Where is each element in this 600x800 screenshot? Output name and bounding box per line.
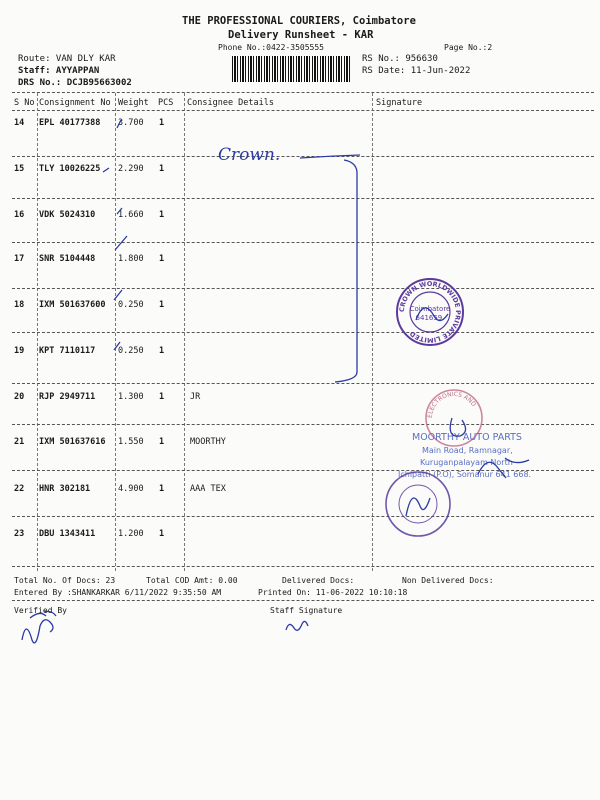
row-weight: 0.250: [118, 300, 144, 310]
phone-number: Phone No.:0422-3505555: [218, 43, 324, 52]
row-pcs: 1: [159, 210, 165, 220]
moorthy-ring-text: ELECTRONICS AND: [426, 390, 478, 419]
row-weight: 1.300: [118, 392, 144, 402]
tick-mark: [115, 236, 127, 250]
row-sno: 22: [14, 484, 25, 494]
row-sno: 15: [14, 164, 25, 174]
row-weight: 1.800: [118, 254, 144, 264]
row-pcs: 1: [159, 254, 165, 264]
crown-handwritten-note: Crown.: [218, 145, 281, 165]
row-weight: 1.200: [118, 529, 144, 539]
row-sno: 20: [14, 392, 25, 402]
entered-by: Entered By :SHANKARKAR 6/11/2022 9:35:50 AM: [14, 588, 222, 597]
tick-mark: [114, 342, 120, 350]
total-docs: Total No. Of Docs: 23: [14, 576, 116, 585]
row-pcs: 1: [159, 437, 165, 447]
row-consignment: VDK 5024310: [39, 210, 96, 220]
row-weight: 1.660: [118, 210, 144, 220]
col-header-consignee: Consignee Details: [187, 98, 274, 108]
row-sno: 23: [14, 529, 25, 539]
drs-number: DRS No.: DCJB95663002: [18, 78, 132, 88]
row-consignee: MOORTHY: [190, 437, 226, 447]
row-consignment: KPT 7110117: [39, 346, 96, 356]
stamp-ring-text: CROWN WORLDWIDE PRIVATE LIMITED: [397, 279, 463, 345]
row-consignment: HNR 302181: [39, 484, 91, 494]
staff-signature-mark: [286, 621, 308, 630]
row-weight: 0.250: [118, 346, 144, 356]
row-pcs: 1: [159, 118, 165, 128]
non-delivered-docs: Non Delivered Docs:: [402, 576, 494, 585]
verified-by-label: Verified By: [14, 606, 67, 615]
sheet-title: Delivery Runsheet - KAR: [228, 29, 374, 41]
staff-signature-label: Staff Signature: [270, 606, 343, 615]
row-consignment: IXM 501637616: [39, 437, 106, 447]
delivered-docs: Delivered Docs:: [282, 576, 355, 585]
tick-mark: [117, 208, 122, 214]
row-pcs: 1: [159, 529, 165, 539]
printed-on: Printed On: 11-06-2022 10:10:18: [258, 588, 408, 597]
route: Route: VAN DLY KAR: [18, 54, 116, 64]
page-number: Page No.:2: [444, 43, 493, 52]
col-header-signature: Signature: [376, 98, 423, 108]
total-cod: Total COD Amt: 0.00: [146, 576, 238, 585]
bracket-line: [335, 160, 357, 382]
row-sno: 18: [14, 300, 25, 310]
tick-mark: [117, 120, 121, 128]
row-sno: 14: [14, 118, 25, 128]
company-title: THE PROFESSIONAL COURIERS, Coimbatore: [182, 15, 416, 27]
row-pcs: 1: [159, 484, 165, 494]
row-consignment: RJP 2949711: [39, 392, 96, 402]
col-header-consignment: Consignment No: [39, 98, 111, 108]
row-weight: 3.700: [118, 118, 144, 128]
crown-underline: [300, 155, 360, 158]
staff-name: Staff: AYYAPPAN: [18, 66, 100, 76]
row-consignment: SNR 5104448: [39, 254, 96, 264]
row-weight: 2.290: [118, 164, 144, 174]
row-weight: 1.550: [118, 437, 144, 447]
col-header-weight: Weight: [118, 98, 149, 108]
row-pcs: 1: [159, 346, 165, 356]
row-sno: 19: [14, 346, 25, 356]
row-sno: 21: [14, 437, 25, 447]
rs-date: RS Date: 11-Jun-2022: [362, 66, 471, 76]
row-sno: 16: [14, 210, 25, 220]
tick-mark: [103, 168, 109, 172]
moorthy-stamp-line3: Ichipatti (P.O), Somanur 641 668.: [398, 470, 532, 479]
tick-mark: [114, 290, 122, 300]
row-pcs: 1: [159, 300, 165, 310]
row-consignment: DBU 1343411: [39, 529, 96, 539]
moorthy-stamp-line1: Main Road, Ramnagar,: [422, 446, 513, 455]
moorthy-stamp-line2: Kuruganpalayam North: [420, 458, 513, 467]
rs-number: RS No.: 956630: [362, 54, 438, 64]
stamp-pincode: 641659.: [415, 314, 445, 322]
row-consignee: JR: [190, 392, 201, 402]
moorthy-stamp-name: MOORTHY AUTO PARTS: [412, 432, 522, 443]
verified-by-signature: [22, 612, 56, 643]
crown-worldwide-stamp: [397, 279, 463, 345]
col-header-sno: S No: [14, 98, 35, 108]
row-weight: 4.900: [118, 484, 144, 494]
row-pcs: 1: [159, 164, 165, 174]
row-consignment: EPL 40177388: [39, 118, 101, 128]
row-sno: 17: [14, 254, 25, 264]
row-consignment: IXM 501637600: [39, 300, 106, 310]
col-header-pcs: PCS: [158, 98, 174, 108]
aaa-tex-stamp: [386, 472, 450, 536]
stamp-city: Coimbatore: [409, 305, 451, 313]
row-consignment: TLY 10026225: [39, 164, 101, 174]
row-consignee: AAA TEX: [190, 484, 226, 494]
row-pcs: 1: [159, 392, 165, 402]
